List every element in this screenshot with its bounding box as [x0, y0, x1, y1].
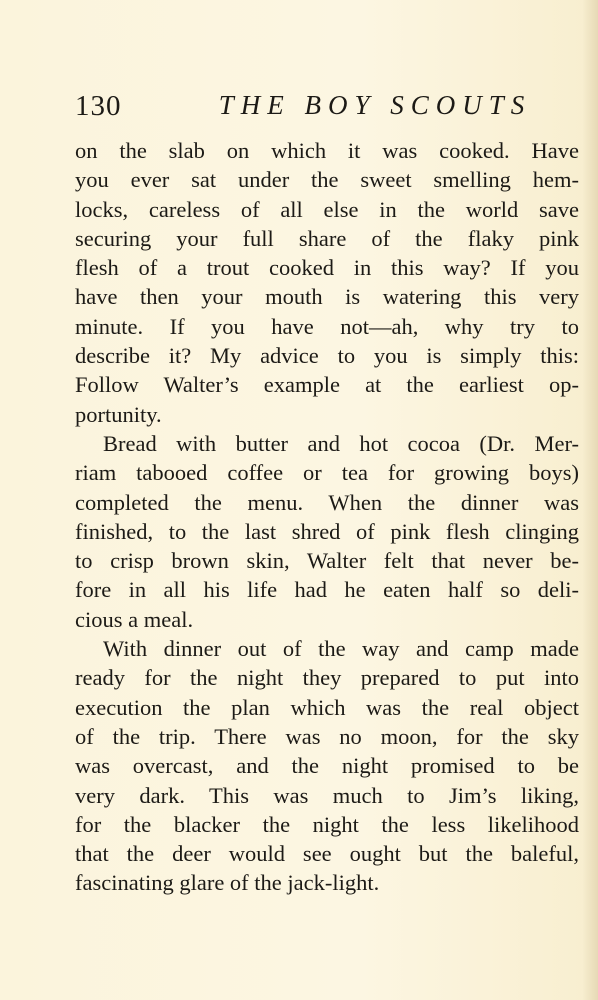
text-line: on the slab on which it was cooked. Have	[75, 138, 579, 163]
body-text	[75, 136, 579, 898]
text-line: riam tabooed coffee or tea for growing boys)	[75, 460, 579, 486]
text-line: finished, to the last shred of pink flesh clinging	[75, 518, 579, 544]
text-line: execution the plan which was the real object	[75, 694, 579, 720]
text-line: completed the menu. When the dinner was	[75, 489, 579, 515]
text-line: you ever sat under the sweet smelling hem-	[75, 167, 579, 193]
text-line: of the trip. There was no moon, for the sky	[75, 723, 579, 749]
running-title: THE BOY SCOUTS	[218, 90, 532, 120]
text-line: flesh of a trout cooked in this way? If you	[75, 255, 579, 281]
page-edge-shadow	[582, 0, 598, 1000]
page-number: 130	[75, 90, 122, 122]
paragraph-end-line: cious a meal.	[75, 606, 194, 632]
paragraph-end-line: fascinating glare of the jack-light.	[75, 870, 380, 896]
paragraph-start-line: With dinner out of the way and camp made	[103, 636, 579, 662]
page-header	[75, 90, 580, 130]
text-line: Follow Walter’s example at the earliest op-	[75, 372, 579, 398]
text-line: for the blacker the night the less likelihood	[75, 811, 579, 837]
text-line: have then your mouth is watering this very	[75, 284, 579, 310]
text-line: to crisp brown skin, Walter felt that never be-	[75, 548, 579, 574]
text-line: locks, careless of all else in the world save	[75, 196, 579, 222]
text-line: securing your full share of the flaky pink	[75, 225, 579, 251]
paragraph-end-line: portunity.	[75, 401, 162, 427]
text-line: fore in all his life had he eaten half so deli-	[75, 577, 579, 603]
text-line: minute. If you have not—ah, why try to	[75, 313, 579, 339]
text-line: describe it? My advice to you is simply this:	[75, 343, 579, 369]
text-line: that the deer would see ought but the baleful,	[75, 841, 579, 867]
paragraph-start-line: Bread with butter and hot cocoa (Dr. Mer-	[103, 430, 579, 456]
text-line: ready for the night they prepared to put into	[75, 665, 579, 691]
text-line: was overcast, and the night promised to be	[75, 753, 579, 779]
text-line: very dark. This was much to Jim’s liking,	[75, 782, 579, 808]
